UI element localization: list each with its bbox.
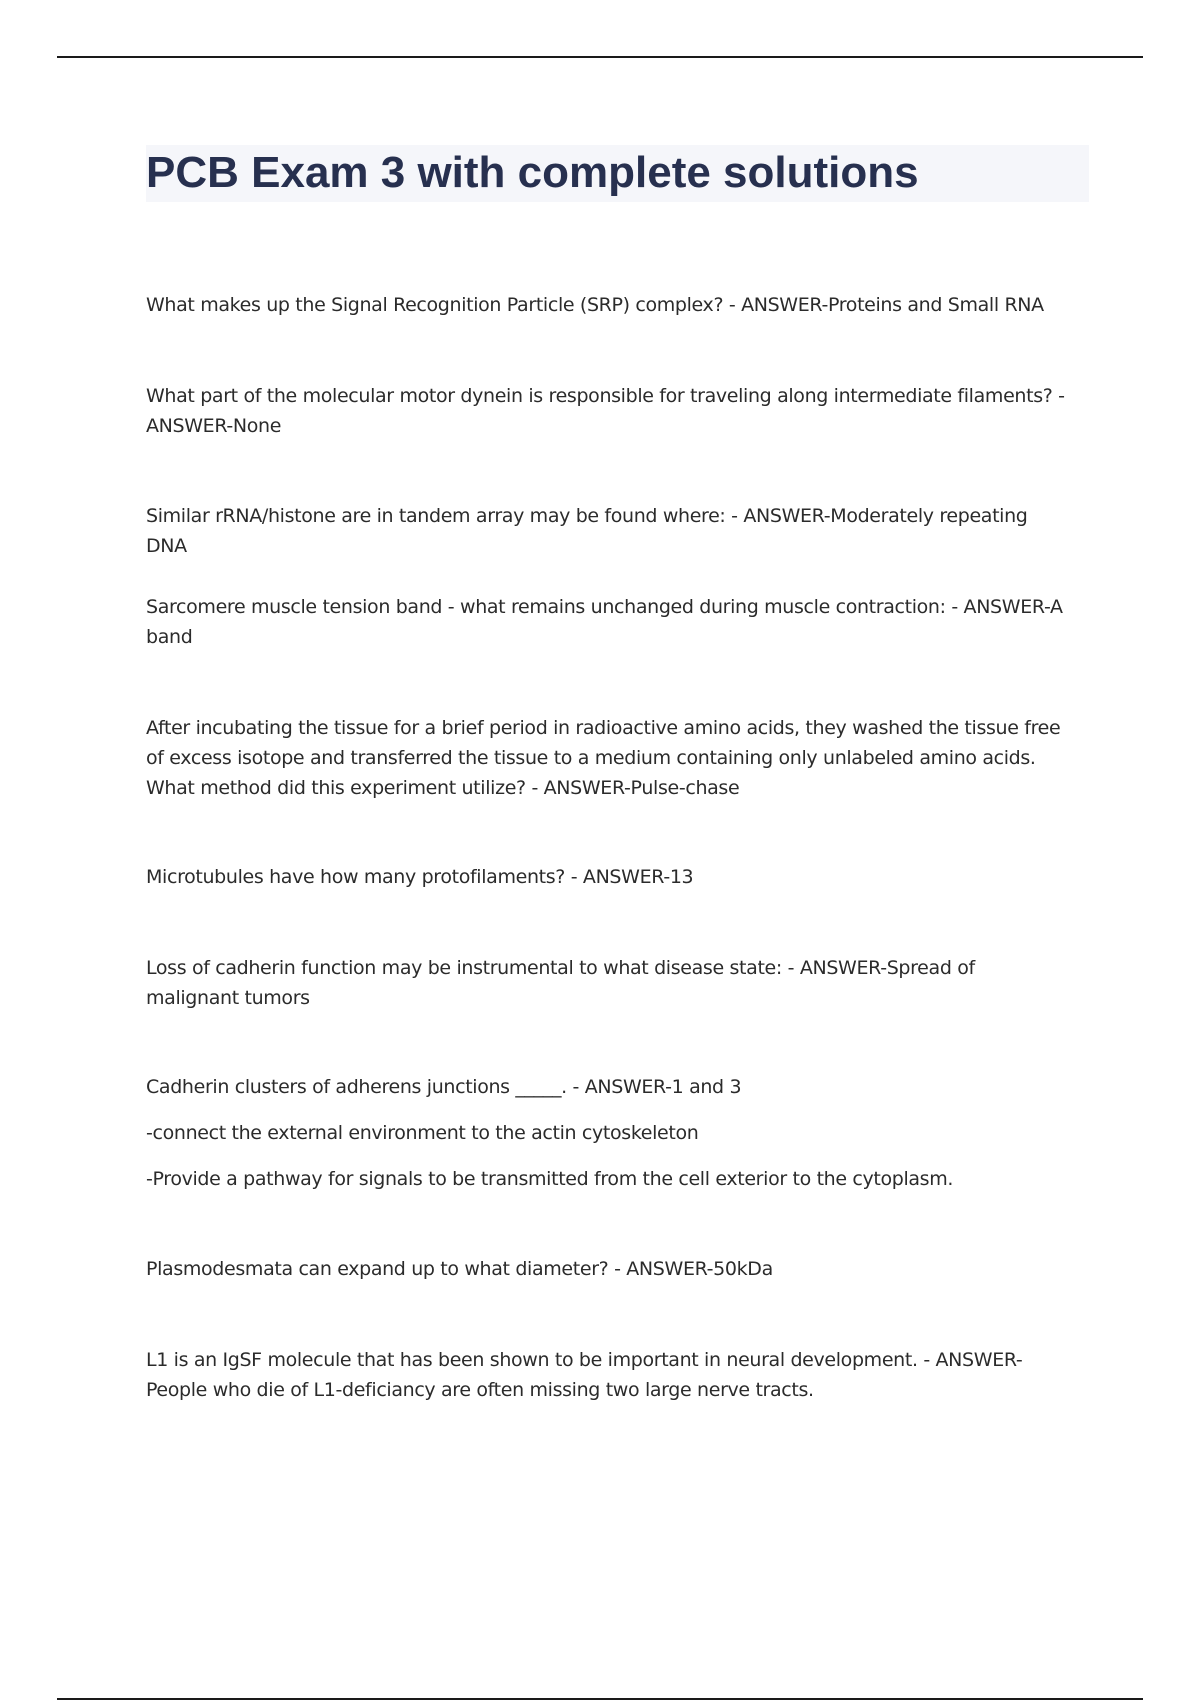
qa-item-9 bbox=[146, 1254, 1066, 1284]
qa-text: L1 is an IgSF molecule that has been shown to be important in neural development. - ANSWER-People who die of L1-deficiancy are often missing two large nerve tracts. bbox=[146, 1349, 1023, 1401]
page-title: PCB Exam 3 with complete solutions bbox=[146, 148, 919, 197]
header-rule bbox=[57, 56, 1143, 58]
qa-text: Microtubules have how many protofilaments? - ANSWER-13 bbox=[146, 866, 694, 888]
qa-text: After incubating the tissue for a brief period in radioactive amino acids, they washed the tissue free of excess isotope and transferred the tissue to a medium containing only unlabeled amino acids. What method did this experiment utilize? - ANSWER-Pulse-chase bbox=[146, 717, 1061, 799]
qa-item-2 bbox=[146, 381, 1066, 441]
qa-text: Loss of cadherin function may be instrumental to what disease state: - ANSWER-Spread of malignant tumors bbox=[146, 957, 975, 1009]
qa-text: Plasmodesmata can expand up to what diameter? - ANSWER-50kDa bbox=[146, 1258, 773, 1280]
qa-item-10 bbox=[146, 1345, 1066, 1405]
qa-item-5 bbox=[146, 713, 1066, 803]
qa-item-8 bbox=[146, 1072, 1066, 1194]
qa-item-7 bbox=[146, 953, 1066, 1013]
qa-item-6 bbox=[146, 862, 1066, 892]
qa-text: Cadherin clusters of adherens junctions _____. - ANSWER-1 and 3 bbox=[146, 1076, 742, 1098]
qa-detail-line: -connect the external environment to the actin cytoskeleton bbox=[146, 1122, 699, 1144]
qa-text: What part of the molecular motor dynein is responsible for traveling along intermediate filaments? - ANSWER-None bbox=[146, 385, 1065, 437]
qa-item-3 bbox=[146, 501, 1066, 561]
qa-text: Similar rRNA/histone are in tandem array may be found where: - ANSWER-Moderately repeating DNA bbox=[146, 505, 1028, 557]
qa-detail-line: -Provide a pathway for signals to be transmitted from the cell exterior to the cytoplasm. bbox=[146, 1168, 954, 1190]
qa-text: What makes up the Signal Recognition Particle (SRP) complex? - ANSWER-Proteins and Small RNA bbox=[146, 294, 1044, 316]
qa-text: Sarcomere muscle tension band - what remains unchanged during muscle contraction: - ANSWER-A band bbox=[146, 596, 1063, 648]
qa-item-1 bbox=[146, 290, 1066, 320]
qa-item-4 bbox=[146, 592, 1066, 652]
